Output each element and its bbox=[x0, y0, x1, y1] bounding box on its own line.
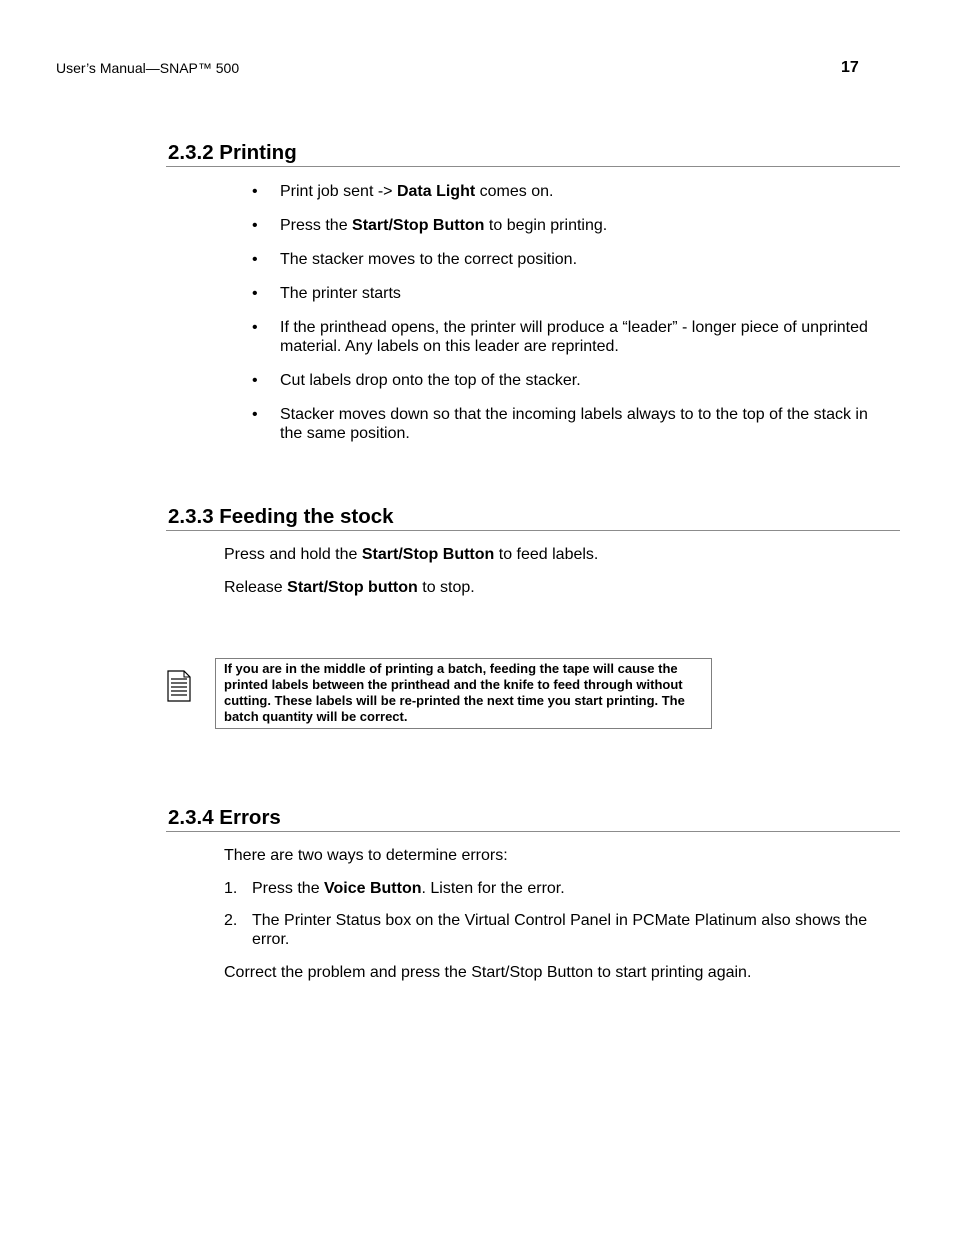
section-title-errors: 2.3.4 Errors bbox=[166, 805, 900, 832]
list-item: • Press the Start/Stop Button to begin printing. bbox=[252, 217, 608, 234]
errors-closing: Correct the problem and press the Start/Stop Button to start printing again. bbox=[224, 964, 752, 981]
bullet-icon: • bbox=[252, 251, 258, 268]
feeding-paragraph-1: Press and hold the Start/Stop Button to feed labels. bbox=[224, 546, 599, 563]
section-title-feeding: 2.3.3 Feeding the stock bbox=[166, 504, 900, 531]
bullet-icon: • bbox=[252, 217, 258, 234]
section-feeding bbox=[166, 504, 900, 531]
section-errors bbox=[166, 805, 900, 832]
bullet-icon: • bbox=[252, 319, 258, 336]
list-item: • Print job sent -> Data Light comes on. bbox=[252, 183, 554, 200]
note-box: If you are in the middle of printing a batch, feeding the tape will cause the printed labels between the printhead and the knife to feed through without cutting. These labels will be re-printed the next time you start printing. The batch quantity will be correct. bbox=[215, 658, 712, 729]
list-item: • If the printhead opens, the printer will produce a “leader” - longer piece of unprinted material. Any labels on this leader are reprinted. bbox=[252, 319, 868, 355]
page-number: 17 bbox=[841, 59, 859, 76]
bullet-icon: • bbox=[252, 406, 258, 423]
errors-intro: There are two ways to determine errors: bbox=[224, 847, 508, 864]
list-item: • The stacker moves to the correct position. bbox=[252, 251, 578, 268]
section-title-printing: 2.3.2 Printing bbox=[166, 140, 900, 167]
list-item: • Cut labels drop onto the top of the stacker. bbox=[252, 372, 581, 389]
list-item: 1. Press the Voice Button. Listen for the error. bbox=[224, 880, 565, 897]
bullet-icon: • bbox=[252, 372, 258, 389]
bullet-icon: • bbox=[252, 285, 258, 302]
bullet-icon: • bbox=[252, 183, 258, 200]
list-item: • Stacker moves down so that the incoming labels always to to the top of the stack in the same position. bbox=[252, 406, 868, 442]
section-printing bbox=[166, 140, 900, 167]
feeding-paragraph-2: Release Start/Stop button to stop. bbox=[224, 579, 475, 596]
note-icon bbox=[167, 670, 191, 702]
list-item: 2. The Printer Status box on the Virtual Control Panel in PCMate Platinum also shows the error. bbox=[224, 912, 868, 948]
running-header-title: User’s Manual—SNAP™ 500 bbox=[56, 60, 240, 76]
list-item: • The printer starts bbox=[252, 285, 401, 302]
